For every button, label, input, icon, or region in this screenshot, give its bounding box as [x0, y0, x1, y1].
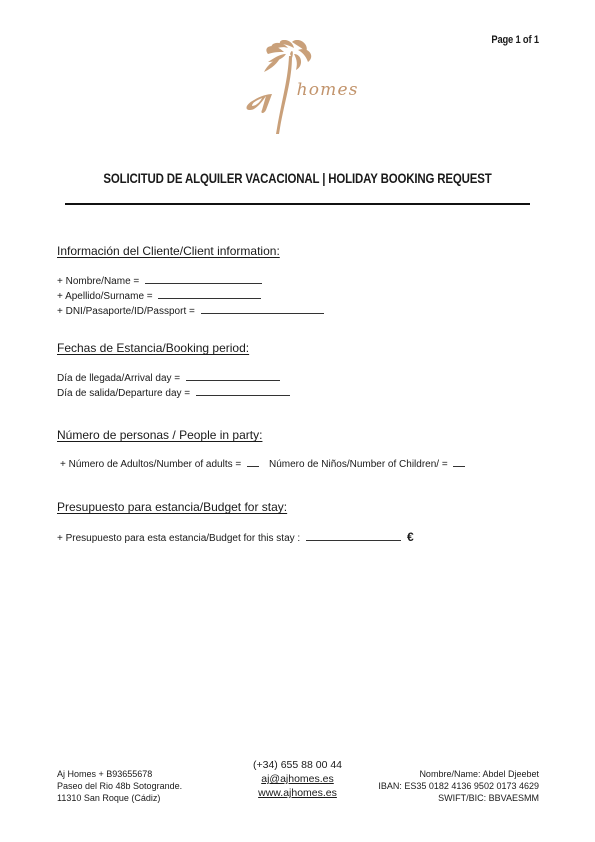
client-section-heading: Información del Cliente/Client information:	[57, 244, 280, 258]
name-field[interactable]	[57, 274, 262, 287]
name-blank[interactable]	[145, 274, 262, 284]
passport-blank[interactable]	[201, 304, 324, 314]
title-divider	[65, 203, 530, 205]
surname-label: + Apellido/Surname =	[57, 291, 156, 302]
party-section-heading: Número de personas / People in party:	[57, 428, 263, 442]
adults-label: + Número de Adultos/Number of adults =	[60, 459, 244, 470]
children-label: Número de Niños/Number of Children/ =	[269, 459, 451, 470]
footer-phone: (+34) 655 88 00 44	[252, 759, 343, 771]
footer-iban: IBAN: ES35 0182 4136 9502 0173 4629	[378, 781, 539, 791]
surname-field[interactable]	[57, 289, 261, 302]
departure-day-label: Día de salida/Departure day =	[57, 388, 193, 399]
footer-bank-info	[378, 768, 539, 804]
booking-section-heading: Fechas de Estancia/Booking period:	[57, 341, 250, 355]
departure-day-blank[interactable]	[196, 386, 290, 396]
logo-wordmark	[270, 80, 359, 100]
document-title: SOLICITUD DE ALQUILER VACACIONAL | HOLIDAY BOOKING REQUEST	[103, 170, 492, 186]
surname-blank[interactable]	[158, 289, 261, 299]
children-blank[interactable]	[453, 457, 465, 467]
party-fields-row	[60, 457, 465, 470]
arrival-day-label: Día de llegada/Arrival day =	[57, 373, 183, 384]
budget-label: + Presupuesto para esta estancia/Budget for this stay :	[57, 533, 303, 544]
footer-city: 11310 San Roque (Cádiz)	[57, 793, 161, 803]
footer-company-name: Aj Homes + B93655678	[57, 769, 153, 779]
name-label: + Nombre/Name =	[57, 276, 143, 287]
page-number: Page 1 of 1	[491, 34, 539, 46]
departure-day-field[interactable]	[57, 386, 290, 399]
budget-section-heading: Presupuesto para estancia/Budget for stay:	[57, 500, 288, 514]
arrival-day-field[interactable]	[57, 371, 280, 384]
euro-symbol: €	[406, 530, 414, 544]
budget-field[interactable]	[57, 530, 414, 544]
footer-address: Paseo del Rio 48b Sotogrande.	[57, 781, 183, 791]
budget-blank[interactable]	[306, 531, 401, 541]
arrival-day-blank[interactable]	[186, 371, 280, 381]
footer-email-link[interactable]: aj@ajhomes.es	[261, 773, 334, 785]
passport-label: + DNI/Pasaporte/ID/Passport =	[57, 306, 198, 317]
footer-website-link[interactable]: www.ajhomes.es	[258, 787, 337, 799]
logo-homes-text: homes	[296, 80, 359, 100]
footer-swift: SWIFT/BIC: BBVAESMM	[438, 793, 539, 803]
passport-field[interactable]	[57, 304, 324, 317]
adults-blank[interactable]	[247, 457, 259, 467]
footer-account-name: Nombre/Name: Abdel Djeebet	[419, 769, 539, 779]
